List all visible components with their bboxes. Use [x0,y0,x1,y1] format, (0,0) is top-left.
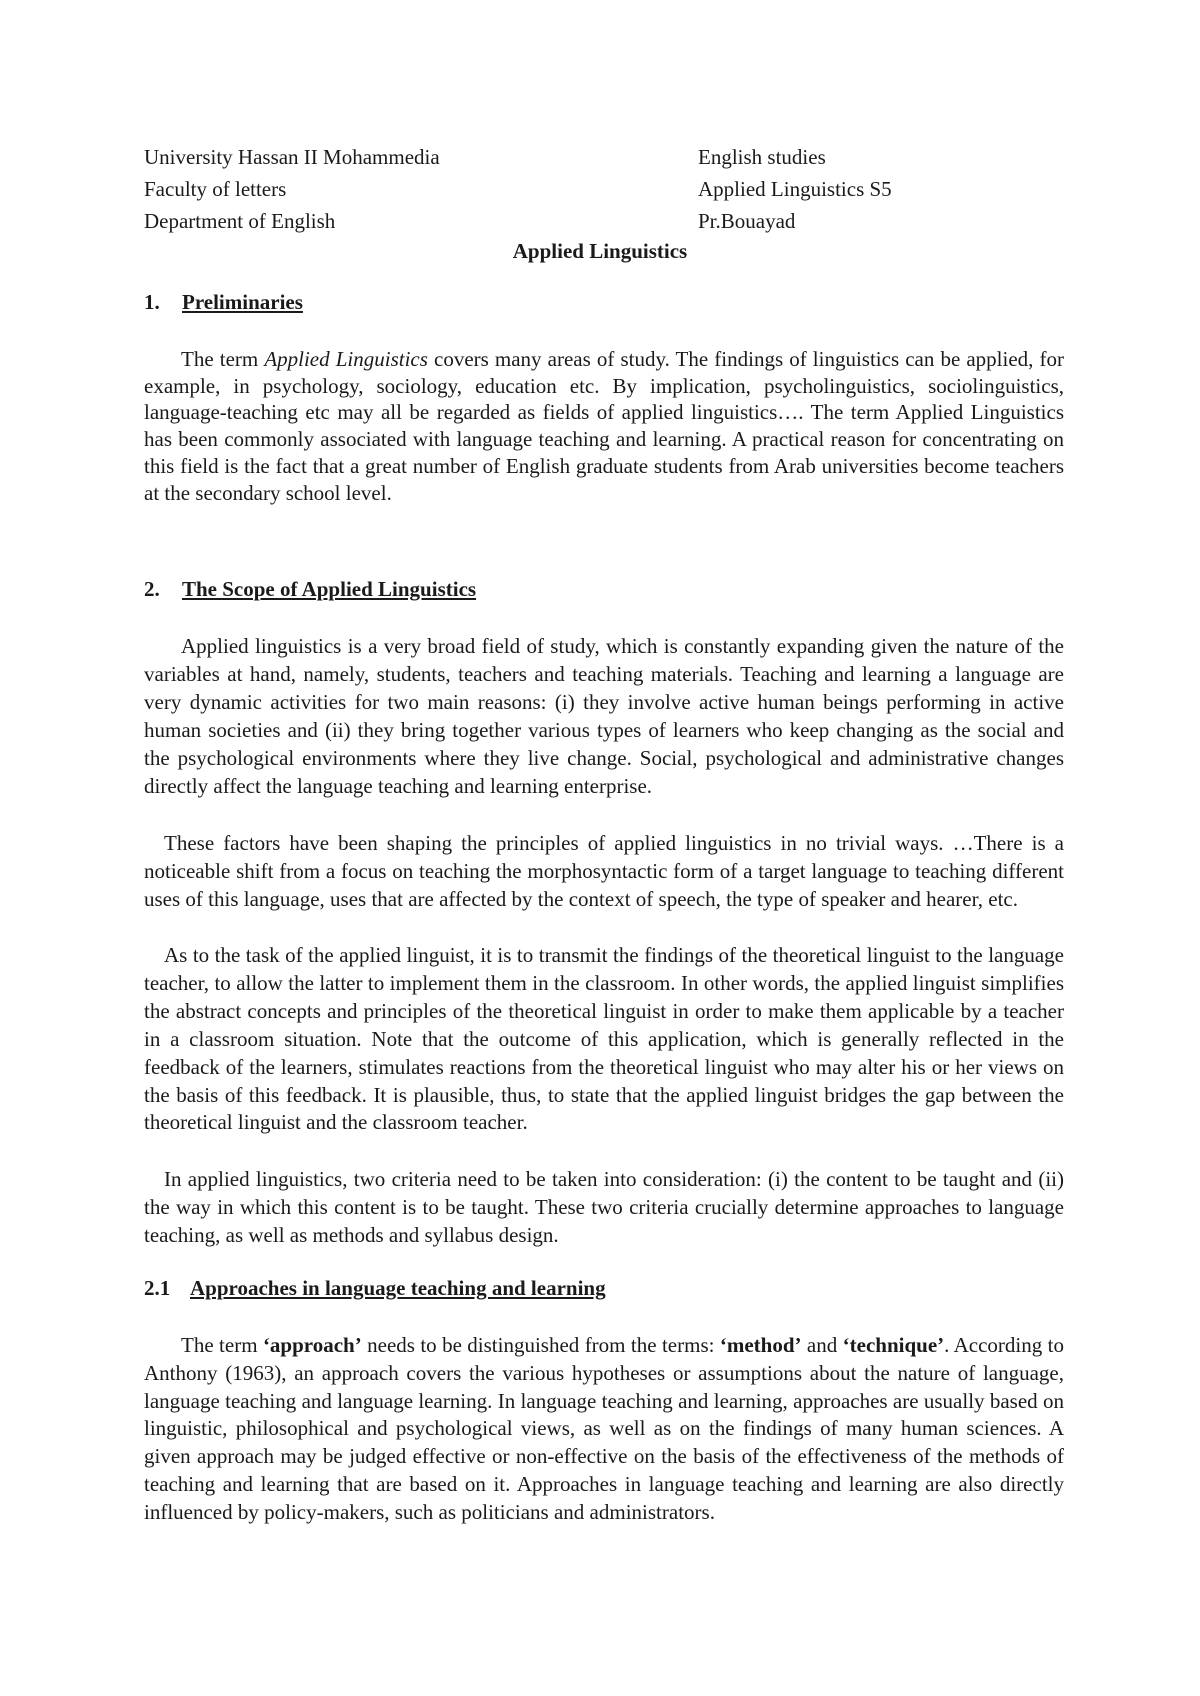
course-name: Applied Linguistics S5 [698,177,892,201]
department-name: Department of English [144,209,336,233]
term-approach: ‘approach’ [262,1333,362,1357]
paragraph-factors: These factors have been shaping the principles of applied linguistics in no trivial ways. …There is a noticeable shift from a focus on teaching the morphosyntactic form of a target language to teaching different uses of this language, uses that are affected by the context of speech, the type of speaker and hearer, etc. [144,831,1064,911]
professor-name: Pr.Bouayad [698,209,796,233]
paragraph-criteria: In applied linguistics, two criteria need to be taken into consideration: (i) the content to be taught and (ii) the way in which this content is to be taught. These two criteria crucially determine approaches to language teaching, as well as methods and syllabus design. [144,1167,1064,1247]
term-method: ‘method’ [719,1333,802,1357]
section-number: 1. [144,290,160,314]
paragraph-approaches: The term ‘approach’ needs to be distinguished from the terms: ‘method’ and ‘technique’. According to Anthony (1963), an approach covers the various hypotheses or assumptions about the nature of language, language teaching and language learning. In language teaching and learning, approaches are usually based on linguistic, philosophical and psychological views, as well as on the findings of many human sciences. A given approach may be judged effective or non-effective on the basis of the effectiveness of the methods of teaching and learning that are based on it. Approaches in language teaching and learning are also directly influenced by policy-makers, such as politicians and administrators. [144,1333,1064,1524]
faculty-name: Faculty of letters [144,177,287,201]
section-number: 2.1 [144,1276,171,1300]
paragraph-task: As to the task of the applied linguist, it is to transmit the findings of the theoretical linguist to the language teacher, to allow the latter to implement them in the classroom. In other words, the applied linguist simplifies the abstract concepts and principles of the theoretical linguist in order to make them applicable by a teacher in a classroom situation. Note that the outcome of this application, which is generally reflected in the feedback of the learners, stimulates reactions from the theoretical linguist who may alter his or her views on the basis of this feedback. It is plausible, thus, to state that the applied linguist bridges the gap between the theoretical linguist and the classroom teacher. [144,943,1064,1135]
header-left [144,141,440,237]
document-title: Applied Linguistics [512,239,688,263]
section-heading-1 [144,290,303,315]
paragraph-preliminaries: The term Applied Linguistics covers many areas of study. The findings of linguistics can be applied, for example, in psychology, sociology, education etc. By implication, psycholinguistics, sociolinguistics, language-teaching etc may all be regarded as fields of applied linguistics…. The term Applied Linguistics has been commonly associated with language teaching and learning. A practical reason for concentrating on this field is the fact that a great number of English graduate students from Arab universities become teachers at the secondary school level. [144,347,1064,505]
term-technique: ‘technique’ [842,1333,945,1357]
program-name: English studies [698,145,826,169]
section-heading-2 [144,577,476,602]
section-title: The Scope of Applied Linguistics [182,577,477,601]
section-heading-2-1 [144,1276,606,1301]
header-right [698,141,892,237]
university-name: University Hassan II Mohammedia [144,145,440,169]
emphasized-term: Applied Linguistics [264,347,428,371]
section-title: Preliminaries [182,290,303,314]
section-title: Approaches in language teaching and learning [190,1276,606,1300]
paragraph-scope: Applied linguistics is a very broad field of study, which is constantly expanding given the nature of the variables at hand, namely, students, teachers and teaching materials. Teaching and learning a language are very dynamic activities for two main reasons: (i) they involve active human beings performing in active human societies and (ii) they bring together various types of learners who keep changing as the social and the psychological environments where they live change. Social, psychological and administrative changes directly affect the language teaching and learning enterprise. [144,634,1064,798]
section-number: 2. [144,577,160,601]
